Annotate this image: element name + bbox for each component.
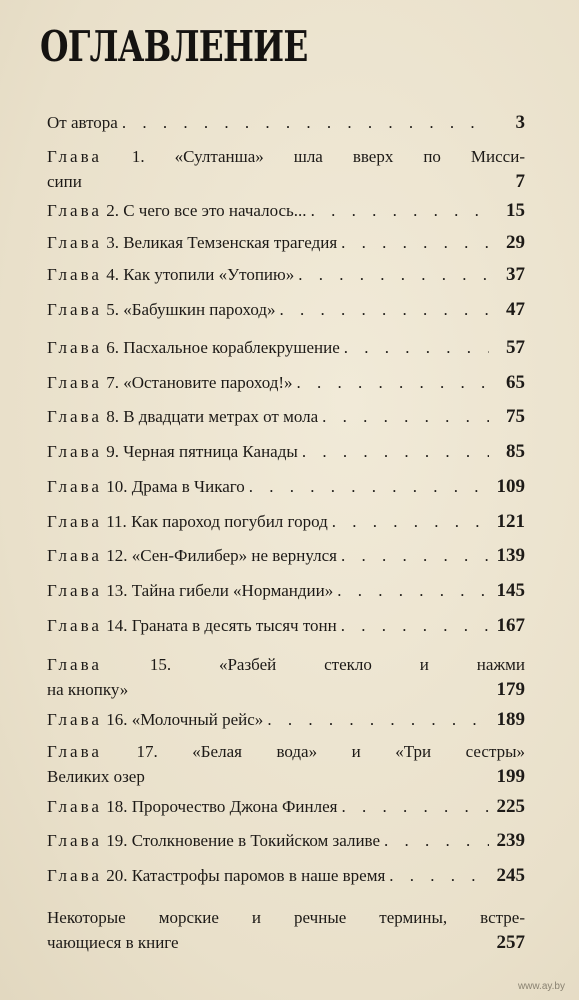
dot-leader — [341, 616, 489, 636]
chapter-label: Глава — [47, 512, 102, 531]
toc-entry — [47, 615, 525, 639]
toc-entry — [47, 147, 525, 195]
toc-page-number: 7 — [515, 171, 525, 192]
toc-entry-text: Глава 9. Черная пятница Канады — [47, 442, 298, 461]
toc-entry — [47, 476, 525, 500]
toc-page-number: 139 — [496, 545, 525, 566]
dot-leader — [384, 831, 489, 851]
toc-entry-text: Глава 13. Тайна гибели «Нормандии» — [47, 581, 334, 600]
chapter-label: Глава — [47, 581, 102, 600]
toc-entry-text-cont: чающиеся в книге — [47, 933, 179, 952]
chapter-label: Глава — [47, 338, 102, 357]
chapter-label: Глава — [47, 866, 102, 885]
chapter-label: Глава — [47, 655, 102, 674]
toc-page-number: 15 — [506, 200, 525, 221]
toc-page-number: 121 — [496, 511, 525, 532]
toc-page-number: 109 — [496, 476, 525, 497]
toc-entry-text: Глава 18. Пророчество Джона Финлея — [47, 797, 338, 816]
dot-leader — [341, 233, 489, 253]
toc-page-number: 189 — [496, 709, 525, 730]
toc-entry — [47, 232, 525, 256]
toc-entry — [47, 580, 525, 604]
toc-page-number: 167 — [496, 615, 525, 636]
dot-leader — [322, 407, 489, 427]
chapter-label: Глава — [47, 616, 102, 635]
dot-leader — [302, 442, 489, 462]
toc-entry — [47, 908, 525, 956]
toc-entry-text-cont: на кнопку» — [47, 680, 129, 699]
dot-leader — [332, 512, 489, 532]
toc-entry — [47, 200, 525, 224]
chapter-label: Глава — [47, 831, 102, 850]
chapter-label: Глава — [47, 797, 102, 816]
chapter-label: Глава — [47, 710, 102, 729]
toc-page-number: 199 — [496, 766, 525, 787]
chapter-label: Глава — [47, 233, 102, 252]
toc-page-number: 85 — [506, 441, 525, 462]
toc-entry-text: Глава 20. Катастрофы паромов в наше время — [47, 866, 386, 885]
toc-entry-text: Глава 7. «Остановите пароход!» — [47, 373, 293, 392]
toc-entry-text: Глава 12. «Сен-Филибер» не вернулся — [47, 546, 337, 565]
toc-entry-text: Глава 5. «Бабушкин пароход» — [47, 300, 276, 319]
chapter-label: Глава — [47, 300, 102, 319]
dot-leader — [389, 866, 489, 886]
toc-entry — [47, 742, 525, 790]
toc-entry-text: Глава 16. «Молочный рейс» — [47, 710, 264, 729]
toc-page-number: 57 — [506, 337, 525, 358]
dot-leader — [344, 338, 489, 358]
watermark: www.ay.by — [517, 981, 565, 992]
toc-entry — [47, 709, 525, 733]
toc-page-number: 179 — [496, 679, 525, 700]
toc-page-number: 257 — [496, 932, 525, 953]
dot-leader — [337, 581, 489, 601]
toc-entry-text: Глава 4. Как утопили «Утопию» — [47, 265, 295, 284]
toc-entry-text: Глава 8. В двадцати метрах от мола — [47, 407, 319, 426]
dot-leader — [122, 113, 489, 133]
dot-leader — [297, 373, 489, 393]
toc-page-number: 239 — [496, 830, 525, 851]
toc-page-number: 29 — [506, 232, 525, 253]
toc-entry — [47, 264, 525, 288]
chapter-label: Глава — [47, 442, 102, 461]
chapter-label: Глава — [47, 742, 102, 761]
toc-page-number: 75 — [506, 406, 525, 427]
chapter-label: Глава — [47, 201, 102, 220]
toc-page-number: 47 — [506, 299, 525, 320]
toc-entry-text-cont: Великих озер — [47, 767, 145, 786]
toc-entry — [47, 372, 525, 396]
toc-entry-text: Глава 2. С чего все это началось... — [47, 201, 307, 220]
toc-entry — [47, 337, 525, 361]
toc-entry-text: Глава 1. «Султанша» шла вверх по Мисси- — [47, 147, 525, 166]
chapter-label: Глава — [47, 147, 102, 166]
dot-leader — [249, 477, 489, 497]
toc-page-number: 3 — [515, 112, 525, 133]
toc-page-number: 145 — [496, 580, 525, 601]
dot-leader — [267, 710, 489, 730]
chapter-label: Глава — [47, 546, 102, 565]
toc-entry-text-cont: сипи — [47, 172, 82, 191]
toc-entry-text: Глава 14. Граната в десять тысяч тонн — [47, 616, 337, 635]
toc-entry — [47, 441, 525, 465]
dot-leader — [341, 797, 489, 817]
chapter-label: Глава — [47, 265, 102, 284]
toc-entry — [47, 406, 525, 430]
chapter-label: Глава — [47, 373, 102, 392]
toc-entry-text: Некоторые морские и речные термины, встре- — [47, 908, 525, 927]
toc-page-number: 245 — [496, 865, 525, 886]
toc-page-number: 65 — [506, 372, 525, 393]
toc-page-number: 225 — [496, 796, 525, 817]
toc-entry-text: Глава 6. Пасхальное кораблекрушение — [47, 338, 340, 357]
dot-leader — [280, 300, 489, 320]
toc-entry-text: Глава 10. Драма в Чикаго — [47, 477, 245, 496]
toc-entry — [47, 830, 525, 854]
page-title: ОГЛАВЛЕНИЕ — [40, 22, 308, 71]
toc-entry-text: От автора — [47, 113, 118, 132]
chapter-label: Глава — [47, 407, 102, 426]
toc-entry — [47, 112, 525, 136]
toc-entry-text: Глава 15. «Разбей стекло и нажми — [47, 655, 526, 674]
toc-page-number: 37 — [506, 264, 525, 285]
toc-entry — [47, 865, 525, 889]
toc-entry — [47, 545, 525, 569]
toc-entry-text: Глава 19. Столкновение в Токийском заливе — [47, 831, 381, 850]
toc-entry — [47, 299, 525, 323]
dot-leader — [341, 546, 489, 566]
toc-entry — [47, 655, 525, 703]
dot-leader — [298, 265, 489, 285]
toc-entry-text: Глава 17. «Белая вода» и «Три сестры» — [47, 742, 525, 761]
toc-entry — [47, 511, 525, 535]
toc-entry-text: Глава 3. Великая Темзенская трагедия — [47, 233, 338, 252]
dot-leader — [311, 201, 489, 221]
toc-entry — [47, 796, 525, 820]
chapter-label: Глава — [47, 477, 102, 496]
toc-entry-text: Глава 11. Как пароход погубил город — [47, 512, 328, 531]
